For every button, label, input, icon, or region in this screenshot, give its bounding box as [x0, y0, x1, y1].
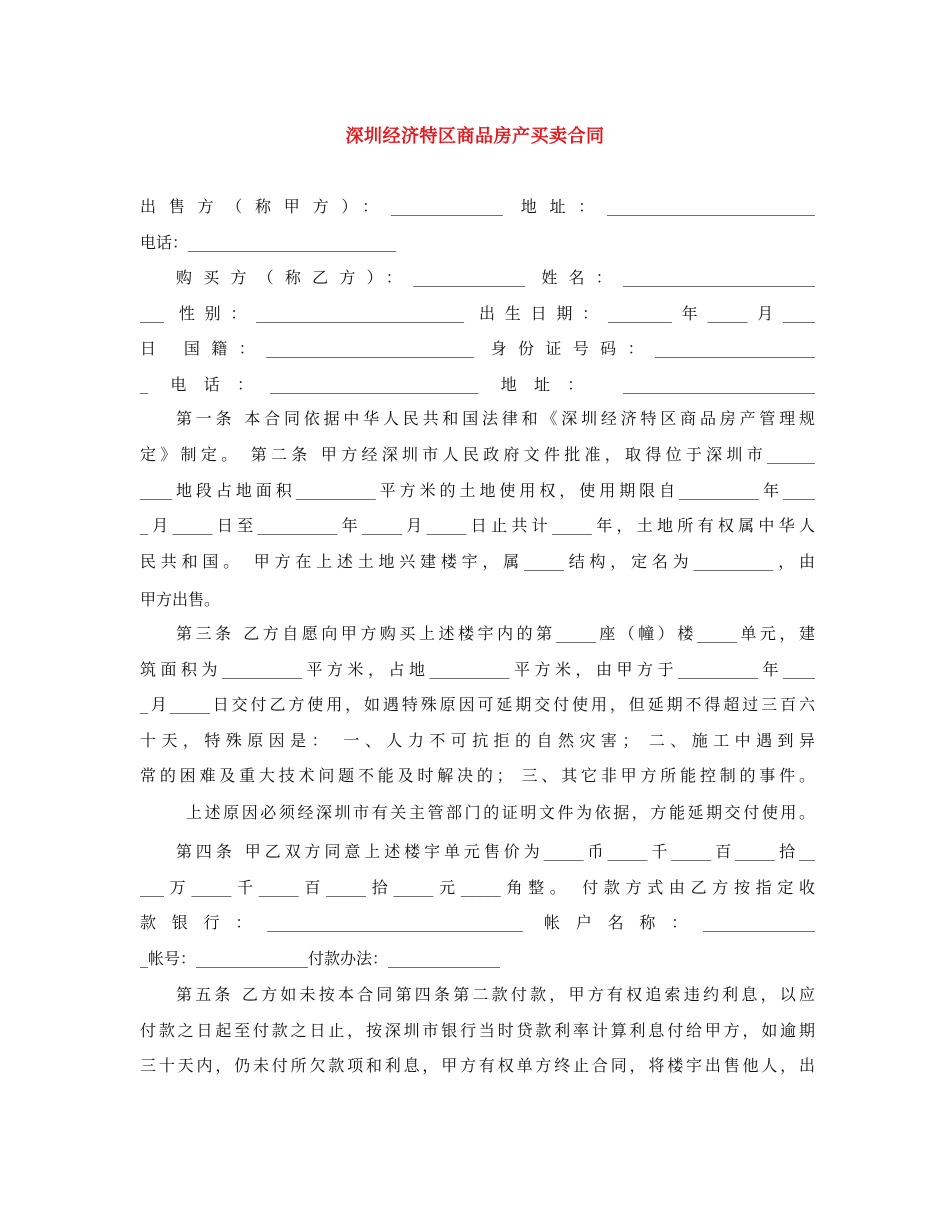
article-5-line-2: 付款之日起至付款之日止，按深圳市银行当时贷款利率计算利息付给甲方，如逾期	[140, 1021, 815, 1040]
article-4-line-3: 款银行：________________________________ 帐户名称：______________	[140, 913, 815, 932]
document-title: 深圳经济特区商品房产买卖合同	[345, 126, 605, 147]
seller-line: 出售方（称甲方）：______________ 地址：__________________________	[140, 197, 815, 216]
article-2-line-3: _月_____日至__________年_____月_____日止共计_____年，土地所有权属中华人	[140, 516, 815, 535]
article-4-line-1: 第四条 甲乙双方同意上述楼宇单元售价为_____币_____千_____百_____拾__	[176, 842, 815, 861]
article-5-line-1: 第五条 乙方如未按本合同第四条第二款付款，甲方有权追索违约利息，以应	[176, 985, 815, 1004]
article-3-line-3: _月_____日交付乙方使用，如遇特殊原因可延期交付使用，但延期不得超过三百六	[140, 695, 815, 714]
article-3-line-4: 十天，特殊原因是： 一、人力不可抗拒的自然灾害； 二、施工中遇到异	[140, 731, 815, 750]
article-2-line-4: 民共和国。 甲方在上述土地兴建楼宇，属_____结构，定名为__________，由	[140, 552, 815, 571]
article-3-line-6: 上述原因必须经深圳市有关主管部门的证明文件为依据，方能延期交付使用。	[186, 803, 815, 822]
article-3-line-5: 常的困难及重大技术问题不能及时解决的； 三、其它非甲方所能控制的事件。	[140, 766, 815, 785]
seller-phone-line: 电话：__________________________	[140, 233, 397, 252]
article-3-line-2: 筑面积为__________平方米，占地__________平方米，由甲方于__________年____	[140, 660, 815, 679]
nationality-id-line: 日 国籍：__________________________ 身份证号码：____________________	[140, 339, 815, 358]
buyer-phone-address-line: _ 电话：__________________________ 地址： ________________________	[140, 375, 815, 394]
article-4-line-2: ___万_____千_____百_____拾_____元_____角整。 付款方式由乙方按指定收	[140, 878, 815, 897]
article-2-line-5: 甲方出售。	[140, 590, 221, 609]
article-2-line-2: ____地段占地面积__________平方米的土地使用权，使用期限自__________年____	[140, 481, 815, 500]
buyer-line: 购买方（称乙方）：______________ 姓名：________________________	[176, 268, 815, 287]
article-2-line-1: 定》制定。 第二条 甲方经深圳市人民政府文件批准，取得位于深圳市______	[140, 445, 815, 464]
article-1-line-1: 第一条 本合同依据中华人民共和国法律和《深圳经济特区商品房产管理规	[176, 409, 815, 428]
gender-birth-line: ___ 性别：__________________________ 出生日期：________年_____月____	[140, 304, 815, 323]
article-3-line-1: 第三条 乙方自愿向甲方购买上述楼宇内的第_____座（幢）楼_____单元，建	[176, 624, 815, 643]
article-4-line-4: _帐号：______________付款办法：______________	[140, 949, 501, 968]
article-5-line-3: 三十天内，仍未付所欠款项和利息，甲方有权单方终止合同，将楼宇出售他人，出	[140, 1056, 815, 1075]
